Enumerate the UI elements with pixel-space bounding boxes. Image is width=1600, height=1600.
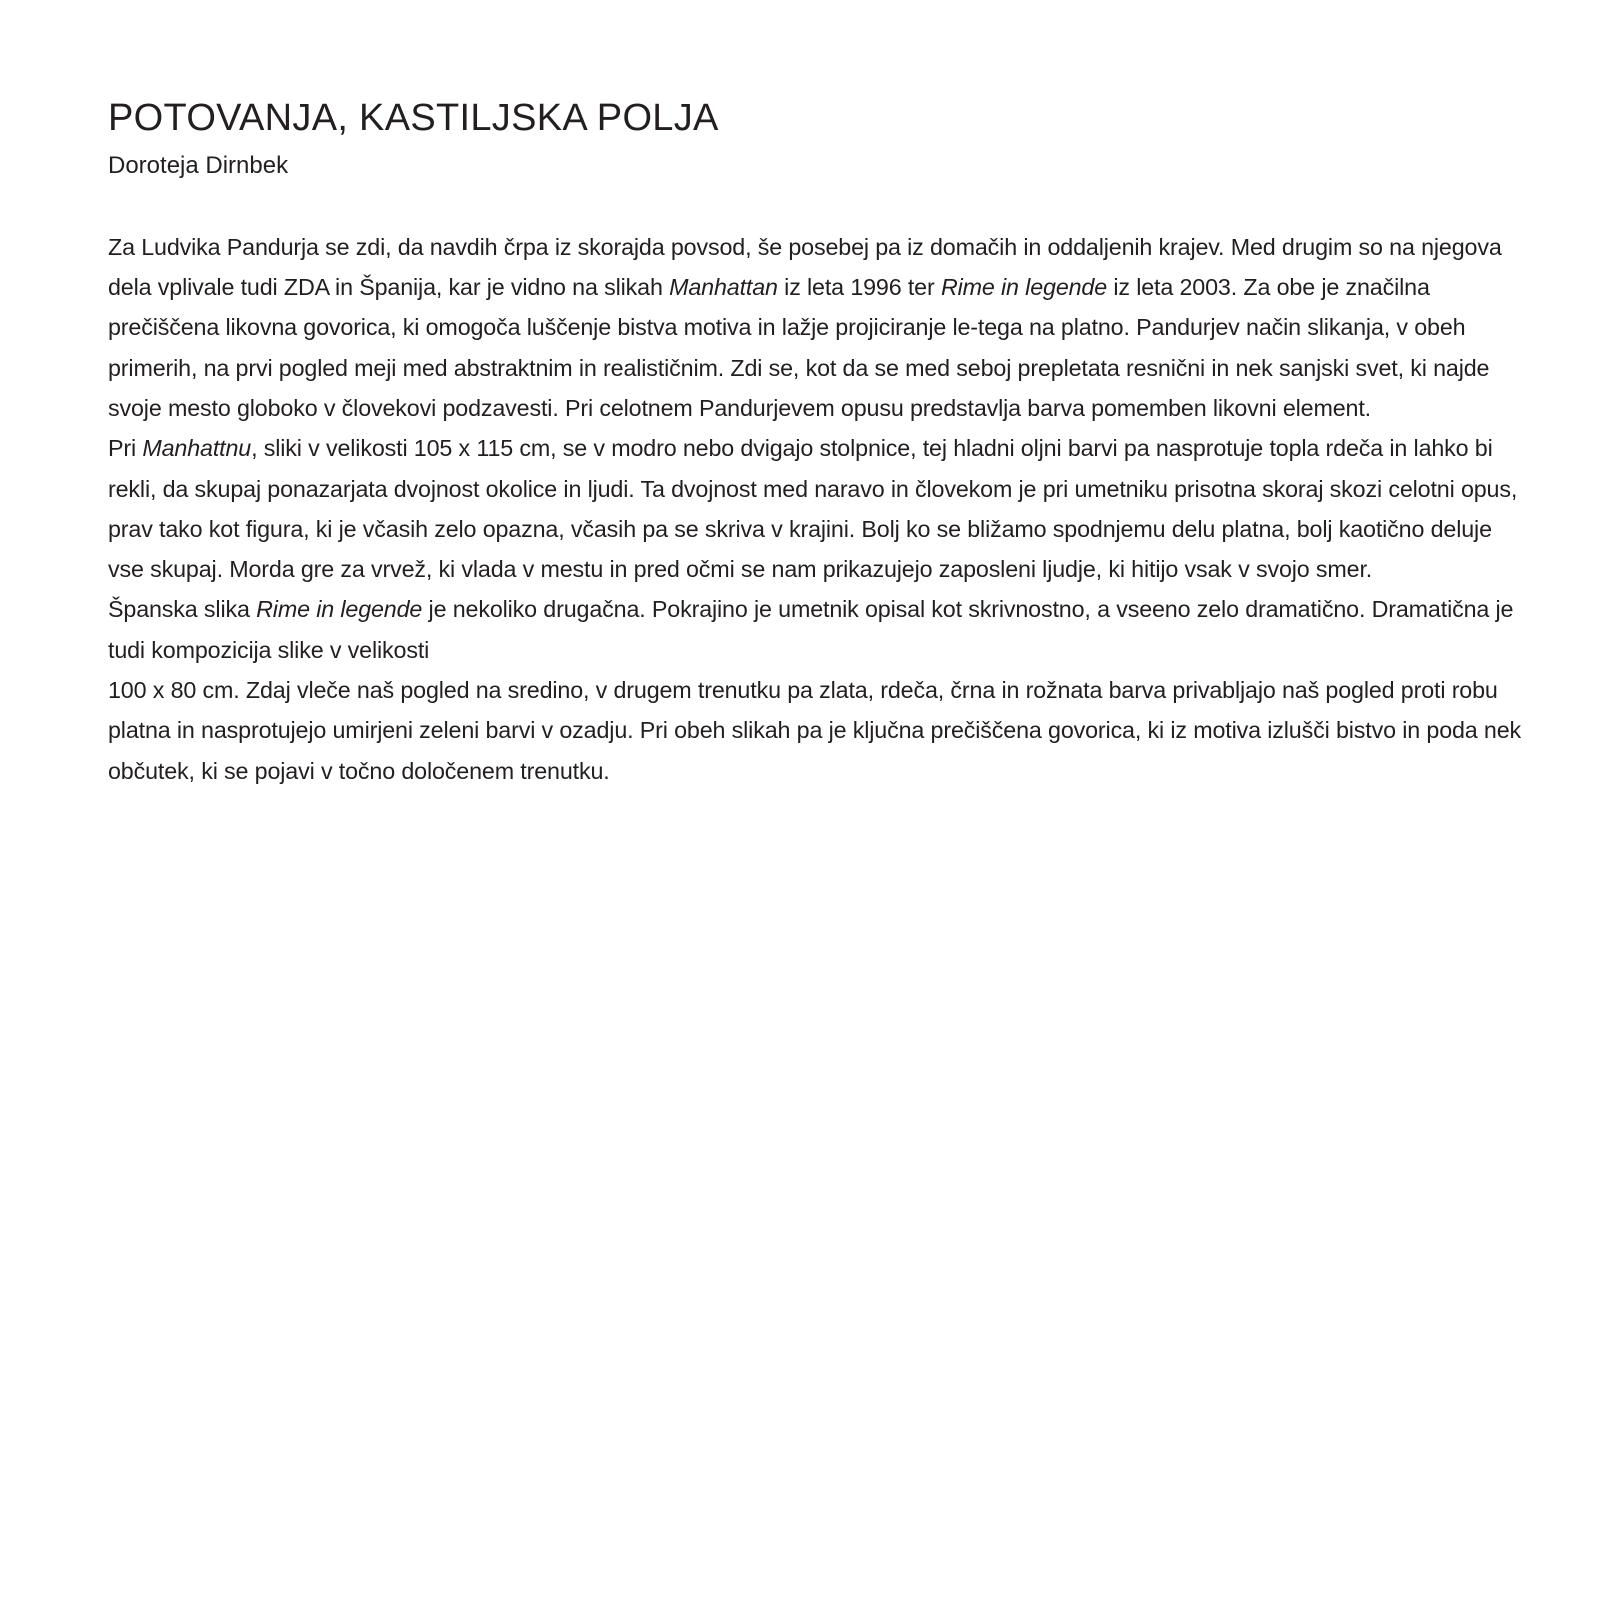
artwork-title: Rime in legende [940, 274, 1108, 301]
article-body [108, 227, 1528, 791]
article-title: POTOVANJA, KASTILJSKA POLJA [108, 97, 719, 139]
text-run: , sliki v velikosti 105 x 115 cm, se v modro nebo dvigajo stolpnice, tej hladni oljni barvi pa nasprotuje topla rdeča in lahko bi rekli, da skupaj ponazarjata dvojnost okolice in ljudi. Ta dvojnost med naravo in človekom je pri umetniku prisotna skoraj skozi celotni opus, prav tako kot figura, ki je včasih zelo opazna, včasih pa se skriva v krajini. Bolj ko se bližamo spodnjemu delu platna, bolj kaotično deluje vse skupaj. Morda gre za vrvež, ki vlada v mestu in pred očmi se nam prikazujejo zaposleni ljudje, ki hitijo vsak v svojo smer. [108, 435, 1518, 583]
paragraph [108, 227, 1528, 428]
paragraph [108, 670, 1528, 791]
paragraph [108, 428, 1528, 589]
article [108, 96, 1528, 791]
artwork-title: Manhattan [669, 274, 778, 301]
text-run: je nekoliko drugačna. Pokrajino je umetnik opisal kot skrivnostno, a vseeno zelo dramatično. Dramatična je tudi kompozicija slike v velikosti [108, 596, 1514, 663]
paragraph [108, 589, 1528, 670]
artwork-title: Manhattnu [142, 435, 252, 462]
text-run: Španska slika [108, 596, 257, 623]
article-author: Doroteja Dirnbek [108, 151, 289, 179]
artwork-title: Rime in legende [256, 596, 423, 623]
text-run: iz leta 2003. Za obe je značilna prečiščena likovna govorica, ki omogoča luščenje bistva motiva in lažje projiciranje le-tega na platno. Pandurjev način slikanja, v obeh primerih, na prvi pogled meji med abstraktnim in realističnim. Zdi se, kot da se med seboj prepletata resnični in nek sanjski svet, ki najde svoje mesto globoko v človekovi podzavesti. Pri celotnem Pandurjevem opusu predstavlja barva pomemben likovni element. [108, 274, 1490, 421]
text-run: iz leta 1996 ter [777, 274, 941, 301]
text-run: Pri [108, 435, 143, 462]
text-run: 100 x 80 cm. Zdaj vleče naš pogled na sredino, v drugem trenutku pa zlata, rdeča, črna in rožnata barva privabljajo naš pogled proti robu platna in nasprotujejo umirjeni zeleni barvi v ozadju. Pri obeh slikah pa je ključna prečiščena govorica, ki iz motiva izlušči bistvo in poda nek občutek, ki se pojavi v točno določenem trenutku. [108, 677, 1522, 784]
text-run: Za Ludvika Pandurja se zdi, da navdih črpa iz skorajda povsod, še posebej pa iz domačih in oddaljenih krajev. Med drugim so na njegova dela vplivale tudi ZDA in Španija, kar je vidno na slikah [108, 233, 1502, 301]
